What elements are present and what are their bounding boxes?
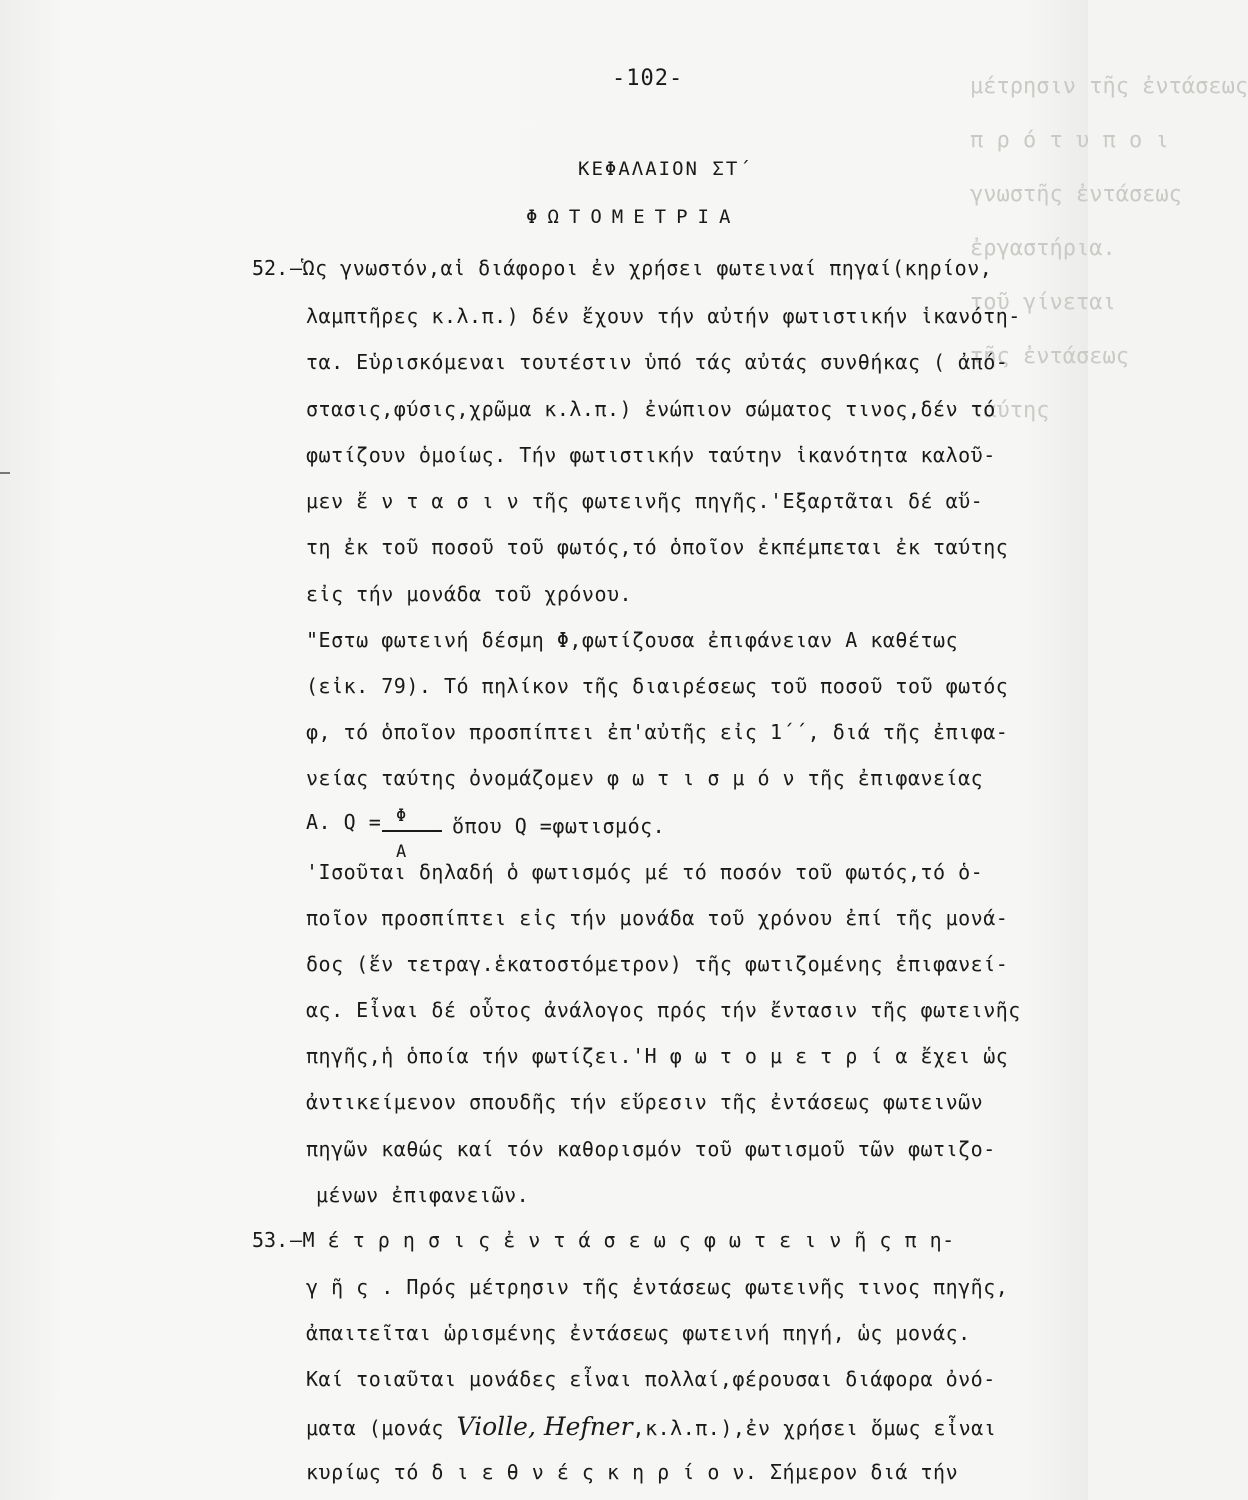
bleed-line: π ρ ό τ υ π ο ι [970,128,1169,153]
handwritten-names: Violle, Hefner [456,1412,633,1441]
text-line: ἀπαιτεῖται ὡρισμένης ἐντάσεως φωτεινή πηγή, ὡς μονάς. [306,1321,971,1345]
text-line: φωτίζουν ὁμοίως. Τήν φωτιστικήν ταύτην ἱκανότητα καλοῦ- [306,443,996,467]
bleed-line: τοῦ γίνεται [970,290,1116,315]
text-line: ποῖον προσπίπτει εἰς τήν μονάδα τοῦ χρόνου ἐπί τῆς μονά- [306,906,1009,930]
text-line: "Εστω φωτεινή δέσμη Φ,φωτίζουσα ἐπιφάνειαν Α καθέτως [306,628,959,652]
text-line: τα. Εὑρισκόμεναι τουτέστιν ὑπό τάς αὐτάς συνθήκας ( ἀπό- [306,350,1009,374]
text-line: –Μ έ τ ρ η σ ι ς ἐ ν τ ά σ ε ω ς φ ω τ ε ι ν ῆ ς π η- [290,1228,955,1252]
text-line: τη ἐκ τοῦ ποσοῦ τοῦ φωτός,τό ὁποῖον ἐκπέμπεται ἐκ ταύτης [306,535,1009,559]
bleed-line: γνωστῆς ἐντάσεως [970,182,1182,207]
text-line: νείας ταύτης ὀνομάζομεν φ ω τ ι σ μ ό ν τῆς ἐπιφανείας [306,766,984,790]
text-line: μεν ἔ ν τ α σ ι ν τῆς φωτεινῆς πηγῆς.'Εξαρτᾶται δέ αὕ- [306,489,984,513]
text-line: 'Ισοῦται δηλαδή ὁ φωτισμός μέ τό ποσόν τοῦ φωτός,τό ὁ- [306,860,984,884]
text-line: ας. Εἶναι δέ οὗτος ἀνάλογος πρός τήν ἔντασιν τῆς φωτεινῆς [306,998,1021,1022]
names-line-before: ματα (μονάς [306,1416,457,1440]
text-line: στασις,φύσις,χρῶμα κ.λ.π.) ἐνώπιον σώματος τινος,δέν τό [306,397,996,421]
bleed-line: τῆς ἐντάσεως [970,344,1129,369]
binding-mark [0,472,10,474]
chapter-heading: ΚΕΦΑΛΑΙΟΝ ΣΤ΄ [578,158,753,180]
text-line: Καί τοιαῦται μονάδες εἶναι πολλαί,φέρουσαι διάφορα ὀνό- [306,1367,996,1391]
text-line: (εἰκ. 79). Τό πηλίκον τῆς διαιρέσεως τοῦ ποσοῦ τοῦ φωτός [306,674,1009,698]
page-number: -102- [612,66,684,91]
text-line: ὅπου Q =φωτισμός. [452,814,666,838]
formula-prefix: Α. Q = [306,810,382,834]
section-title: ΦΩΤΟΜΕΤΡΙΑ [526,206,741,228]
text-line: γ ῆ ς . Πρός μέτρησιν τῆς ἐντάσεως φωτεινῆς τινος πηγῆς, [306,1275,1009,1299]
text-line: κυρίως τό δ ι ε θ ν έ ς κ η ρ ί ο ν. Σήμερον διά τήν [306,1460,959,1484]
names-line [306,1412,996,1441]
bleed-line: ἐργαστήρια. [970,236,1116,261]
formula-denominator: Α [396,842,407,862]
text-line: μένων ἐπιφανειῶν. [316,1183,530,1207]
text-line: πηγῆς,ἡ ὁποία τήν φωτίζει.'Η φ ω τ ο μ ε τ ρ ί α ἔχει ὡς [306,1044,1009,1068]
text-line: λαμπτῆρες κ.λ.π.) δέν ἔχουν τήν αὐτήν φωτιστικήν ἱκανότη- [306,304,1021,328]
text-line: φ, τό ὁποῖον προσπίπτει ἐπ'αὐτῆς εἰς 1΄΄, διά τῆς ἐπιφα- [306,720,1009,744]
section-number-52: 52. [252,256,289,280]
bleed-line: ταύτης [970,398,1050,423]
formula-numerator: Φ [396,806,407,826]
text-line: δος (ἕν τετραγ.ἑκατοστόμετρον) τῆς φωτιζομένης ἐπιφανεί- [306,952,1009,976]
names-line-after: ,κ.λ.π.),ἐν χρήσει ὅμως εἶναι [632,1416,997,1440]
text-line: εἰς τήν μονάδα τοῦ χρόνου. [306,582,633,606]
bleed-line: μέτρησιν τῆς ἐντάσεως [970,74,1248,99]
text-line: ἀντικείμενον σπουδῆς τήν εὕρεσιν τῆς ἐντάσεως φωτεινῶν [306,1090,984,1114]
text-line: πηγῶν καθώς καί τόν καθορισμόν τοῦ φωτισμοῦ τῶν φωτιζο- [306,1137,996,1161]
section-number-53: 53. [252,1228,289,1252]
text-line: –Ὡς γνωστόν,αἱ διάφοροι ἐν χρήσει φωτειναί πηγαί(κηρίον, [290,256,993,280]
fraction-bar [382,830,442,832]
